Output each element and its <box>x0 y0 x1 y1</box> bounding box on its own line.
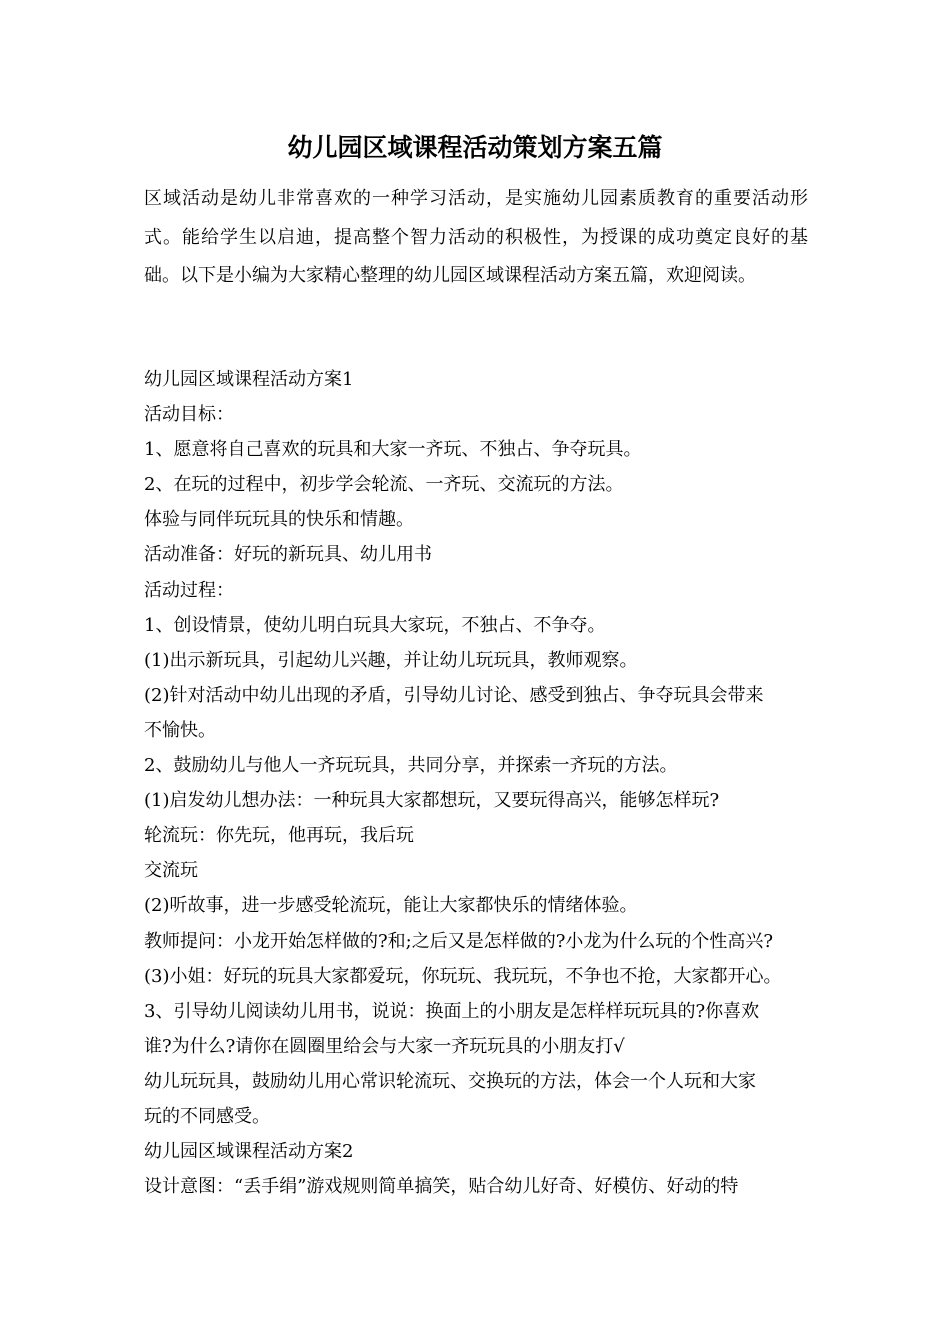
text-line: 教师提问：小龙开始怎样做的?和;之后又是怎样做的?小龙为什么玩的个性高兴? <box>144 930 774 952</box>
text-line: 幼儿园区域课程活动方案2 <box>144 1141 354 1163</box>
text-line: 2、鼓励幼儿与他人一齐玩玩具，共同分享，并探索一齐玩的方法。 <box>144 755 678 777</box>
text-line: 2、在玩的过程中，初步学会轮流、一齐玩、交流玩的方法。 <box>144 474 624 496</box>
text-line: 活动过程： <box>144 579 234 601</box>
text-line: 1、愿意将自己喜欢的玩具和大家一齐玩、不独占、争夺玩具。 <box>144 439 642 461</box>
text-line: 体验与同伴玩玩具的快乐和情趣。 <box>144 509 414 531</box>
intro-paragraph: 区域活动是幼儿非常喜欢的一种学习活动，是实施幼儿园素质教育的重要活动形式。能给学生以启迪，提高整个智力活动的积极性，为授课的成功奠定良好的基础。以下是小编为大家精心整理的幼儿园区域课程活动方案五篇，欢迎阅读。 <box>144 188 808 286</box>
text-line: 活动准备：好玩的新玩具、幼儿用书 <box>144 544 432 566</box>
text-line: 幼儿园区域课程活动方案1 <box>144 369 354 390</box>
text-line: 3、引导幼儿阅读幼儿用书，说说：换面上的小朋友是怎样样玩玩具的?你喜欢 <box>144 1000 760 1022</box>
text-line: 谁?为什么?请你在圆圈里给会与大家一齐玩玩具的小朋友打√ <box>144 1035 625 1057</box>
text-line: (2)针对活动中幼儿出现的矛盾，引导幼儿讨论、感受到独占、争夺玩具会带来 <box>144 684 764 706</box>
body-text <box>144 362 808 1204</box>
text-line: (3)小姐：好玩的玩具大家都爱玩，你玩玩、我玩玩，不争也不抢，大家都开心。 <box>144 965 782 987</box>
text-line: (1)启发幼儿想办法：一种玩具大家都想玩，又要玩得高兴，能够怎样玩? <box>144 790 720 812</box>
text-line: 设计意图：“丢手绢”游戏规则简单搞笑，贴合幼儿好奇、好模仿、好动的特 <box>144 1176 739 1198</box>
text-line: 活动目标： <box>144 404 234 426</box>
text-line: 玩的不同感受。 <box>144 1105 270 1127</box>
text-line: (2)听故事，进一步感受轮流玩，能让大家都快乐的情绪体验。 <box>144 895 638 917</box>
text-line: 不愉快。 <box>144 719 216 741</box>
text-line: 1、创设情景，使幼儿明白玩具大家玩，不独占、不争夺。 <box>144 614 606 636</box>
text-line: 交流玩 <box>144 860 198 882</box>
text-line: 轮流玩：你先玩，他再玩，我后玩 <box>144 825 414 847</box>
text-line: 幼儿玩玩具，鼓励幼儿用心常识轮流玩、交换玩的方法，体会一个人玩和大家 <box>144 1070 756 1092</box>
document-title: 幼儿园区域课程活动策划方案五篇 <box>287 133 663 162</box>
text-line: (1)出示新玩具，引起幼儿兴趣，并让幼儿玩玩具，教师观察。 <box>144 649 638 671</box>
